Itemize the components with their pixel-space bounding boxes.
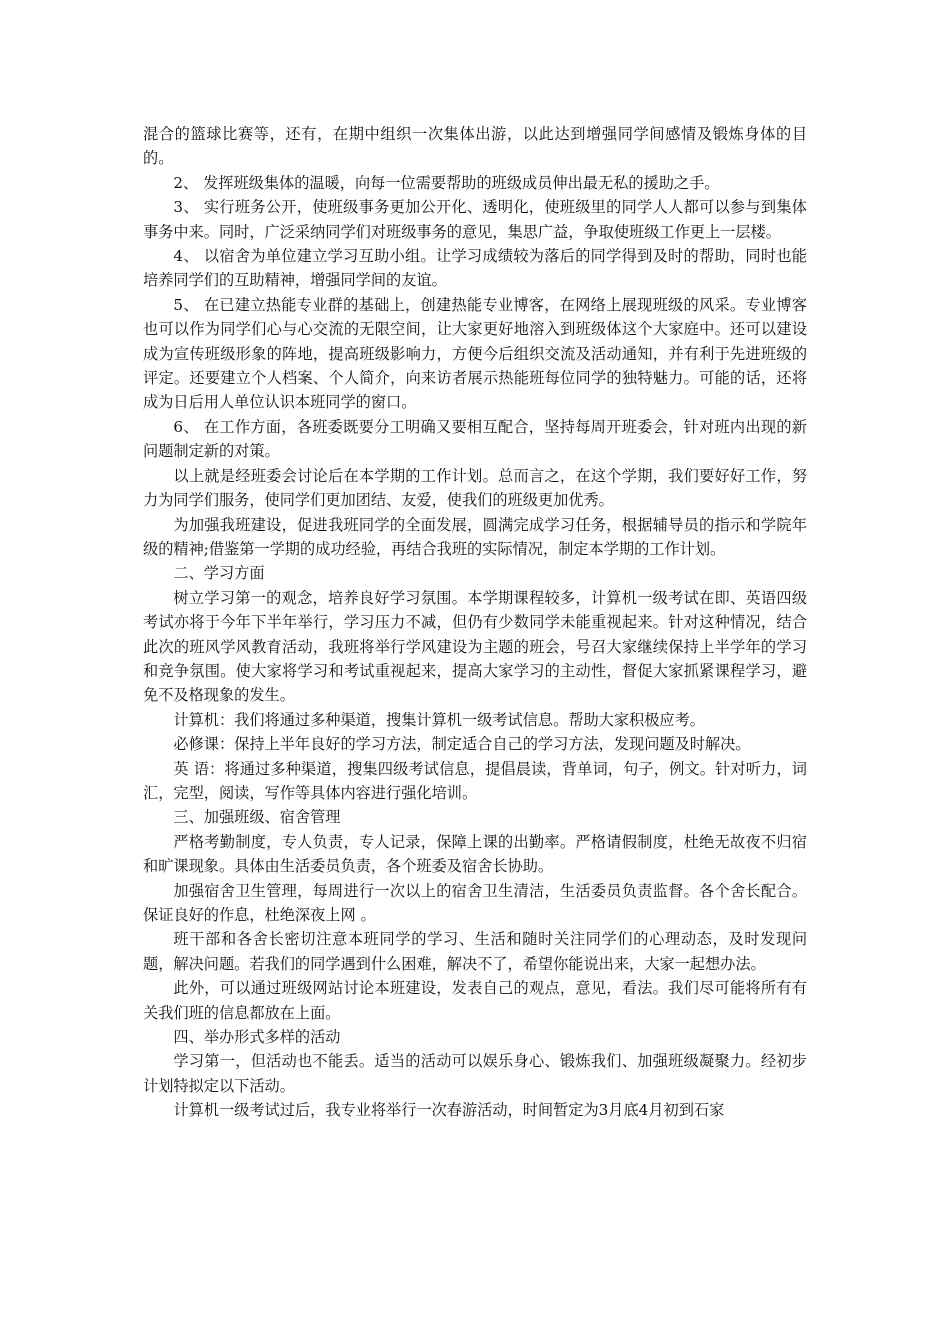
section-heading: 三、加强班级、宿舍管理: [173, 808, 341, 827]
paragraph: 2、 发挥班级集体的温暖，向每一位需要帮助的班级成员伸出最无私的援助之手。: [173, 173, 720, 192]
paragraph: 学习第一，但活动也不能丢。适当的活动可以娱乐身心、锻炼我们、加强班级凝聚力。经初步计划特拟定以下活动。: [143, 1052, 807, 1095]
paragraph: 4、 以宿舍为单位建立学习互助小组。让学习成绩较为落后的同学得到及时的帮助，同时也能培养同学们的互助精神，增强同学间的友谊。: [143, 247, 807, 290]
section-heading: 四、举办形式多样的活动: [173, 1028, 341, 1047]
paragraph: 加强宿舍卫生管理，每周进行一次以上的宿舍卫生清洁，生活委员负责监督。各个舍长配合。保证良好的作息，杜绝深夜上网 。: [143, 881, 807, 924]
document-body: [143, 122, 807, 1123]
paragraph: 为加强我班建设，促进我班同学的全面发展，圆满完成学习任务，根据辅导员的指示和学院年级的精神;借鉴第一学期的成功经验，再结合我班的实际情况，制定本学期的工作计划。: [143, 515, 807, 558]
paragraph: 以上就是经班委会讨论后在本学期的工作计划。总而言之，在这个学期，我们要好好工作，努力为同学们服务，使同学们更加团结、友爱，使我们的班级更加优秀。: [143, 466, 807, 510]
paragraph: 此外，可以通过班级网站讨论本班建设，发表自己的观点，意见，看法。我们尽可能将所有有关我们班的信息都放在上面。: [143, 979, 807, 1022]
paragraph: 树立学习第一的观念，培养良好学习氛围。本学期课程较多，计算机一级考试在即、英语四级考试亦将于今年下半年举行，学习压力不减，但仍有少数同学未能重视起来。针对这种情况，结合此次的班风学风教育活动，我班将举行学风建设为主题的班会，号召大家继续保持上半学年的学习和竞争氛围。使大家将学习和考试重视起来，提高大家学习的主动性，督促大家抓紧课程学习，避免不及格现象的发生。: [143, 588, 807, 705]
paragraph: 必修课：保持上半年良好的学习方法，制定适合自己的学习方法，发现问题及时解决。: [173, 735, 751, 754]
paragraph: 混合的篮球比赛等，还有，在期中组织一次集体出游，以此达到增强同学间感情及锻炼身体的目的。: [143, 125, 807, 168]
paragraph: 6、 在工作方面，各班委既要分工明确又要相互配合，坚持每周开班委会，针对班内出现的新问题制定新的对策。: [143, 417, 807, 461]
paragraph: 严格考勤制度，专人负责，专人记录，保障上课的出勤率。严格请假制度，杜绝无故夜不归宿和旷课现象。具体由生活委员负责，各个班委及宿舍长协助。: [143, 832, 807, 876]
paragraph: 计算机：我们将通过多种渠道，搜集计算机一级考试信息。帮助大家积极应考。: [173, 710, 705, 729]
paragraph: 班干部和各舍长密切注意本班同学的学习、生活和随时关注同学们的心理动态，及时发现问题，解决问题。若我们的同学遇到什么困难，解决不了，希望你能说出来，大家一起想办法。: [143, 930, 807, 973]
paragraph: 计算机一级考试过后，我专业将举行一次春游活动，时间暂定为3月底4月初到石家: [173, 1101, 725, 1120]
section-heading: 二、学习方面: [173, 564, 265, 583]
paragraph: 5、 在已建立热能专业群的基础上，创建热能专业博客，在网络上展现班级的风采。专业博客也可以作为同学们心与心交流的无限空间，让大家更好地溶入到班级体这个大家庭中。还可以建设成为宣传班级形象的阵地，提高班级影响力，方便今后组织交流及活动通知，并有利于先进班级的评定。还要建立个人档案、个人简介，向来访者展示热能班每位同学的独特魅力。可能的话，还将成为日后用人单位认识本班同学的窗口。: [143, 295, 807, 412]
paragraph: 3、 实行班务公开，使班级事务更加公开化、透明化，使班级里的同学人人都可以参与到集体事务中来。同时，广泛采纳同学们对班级事务的意见，集思广益，争取使班级工作更上一层楼。: [143, 198, 807, 241]
paragraph: 英 语：将通过多种渠道，搜集四级考试信息，提倡晨读，背单词，句子，例文。针对听力，词汇，完型，阅读，写作等具体内容进行强化培训。: [143, 759, 807, 802]
